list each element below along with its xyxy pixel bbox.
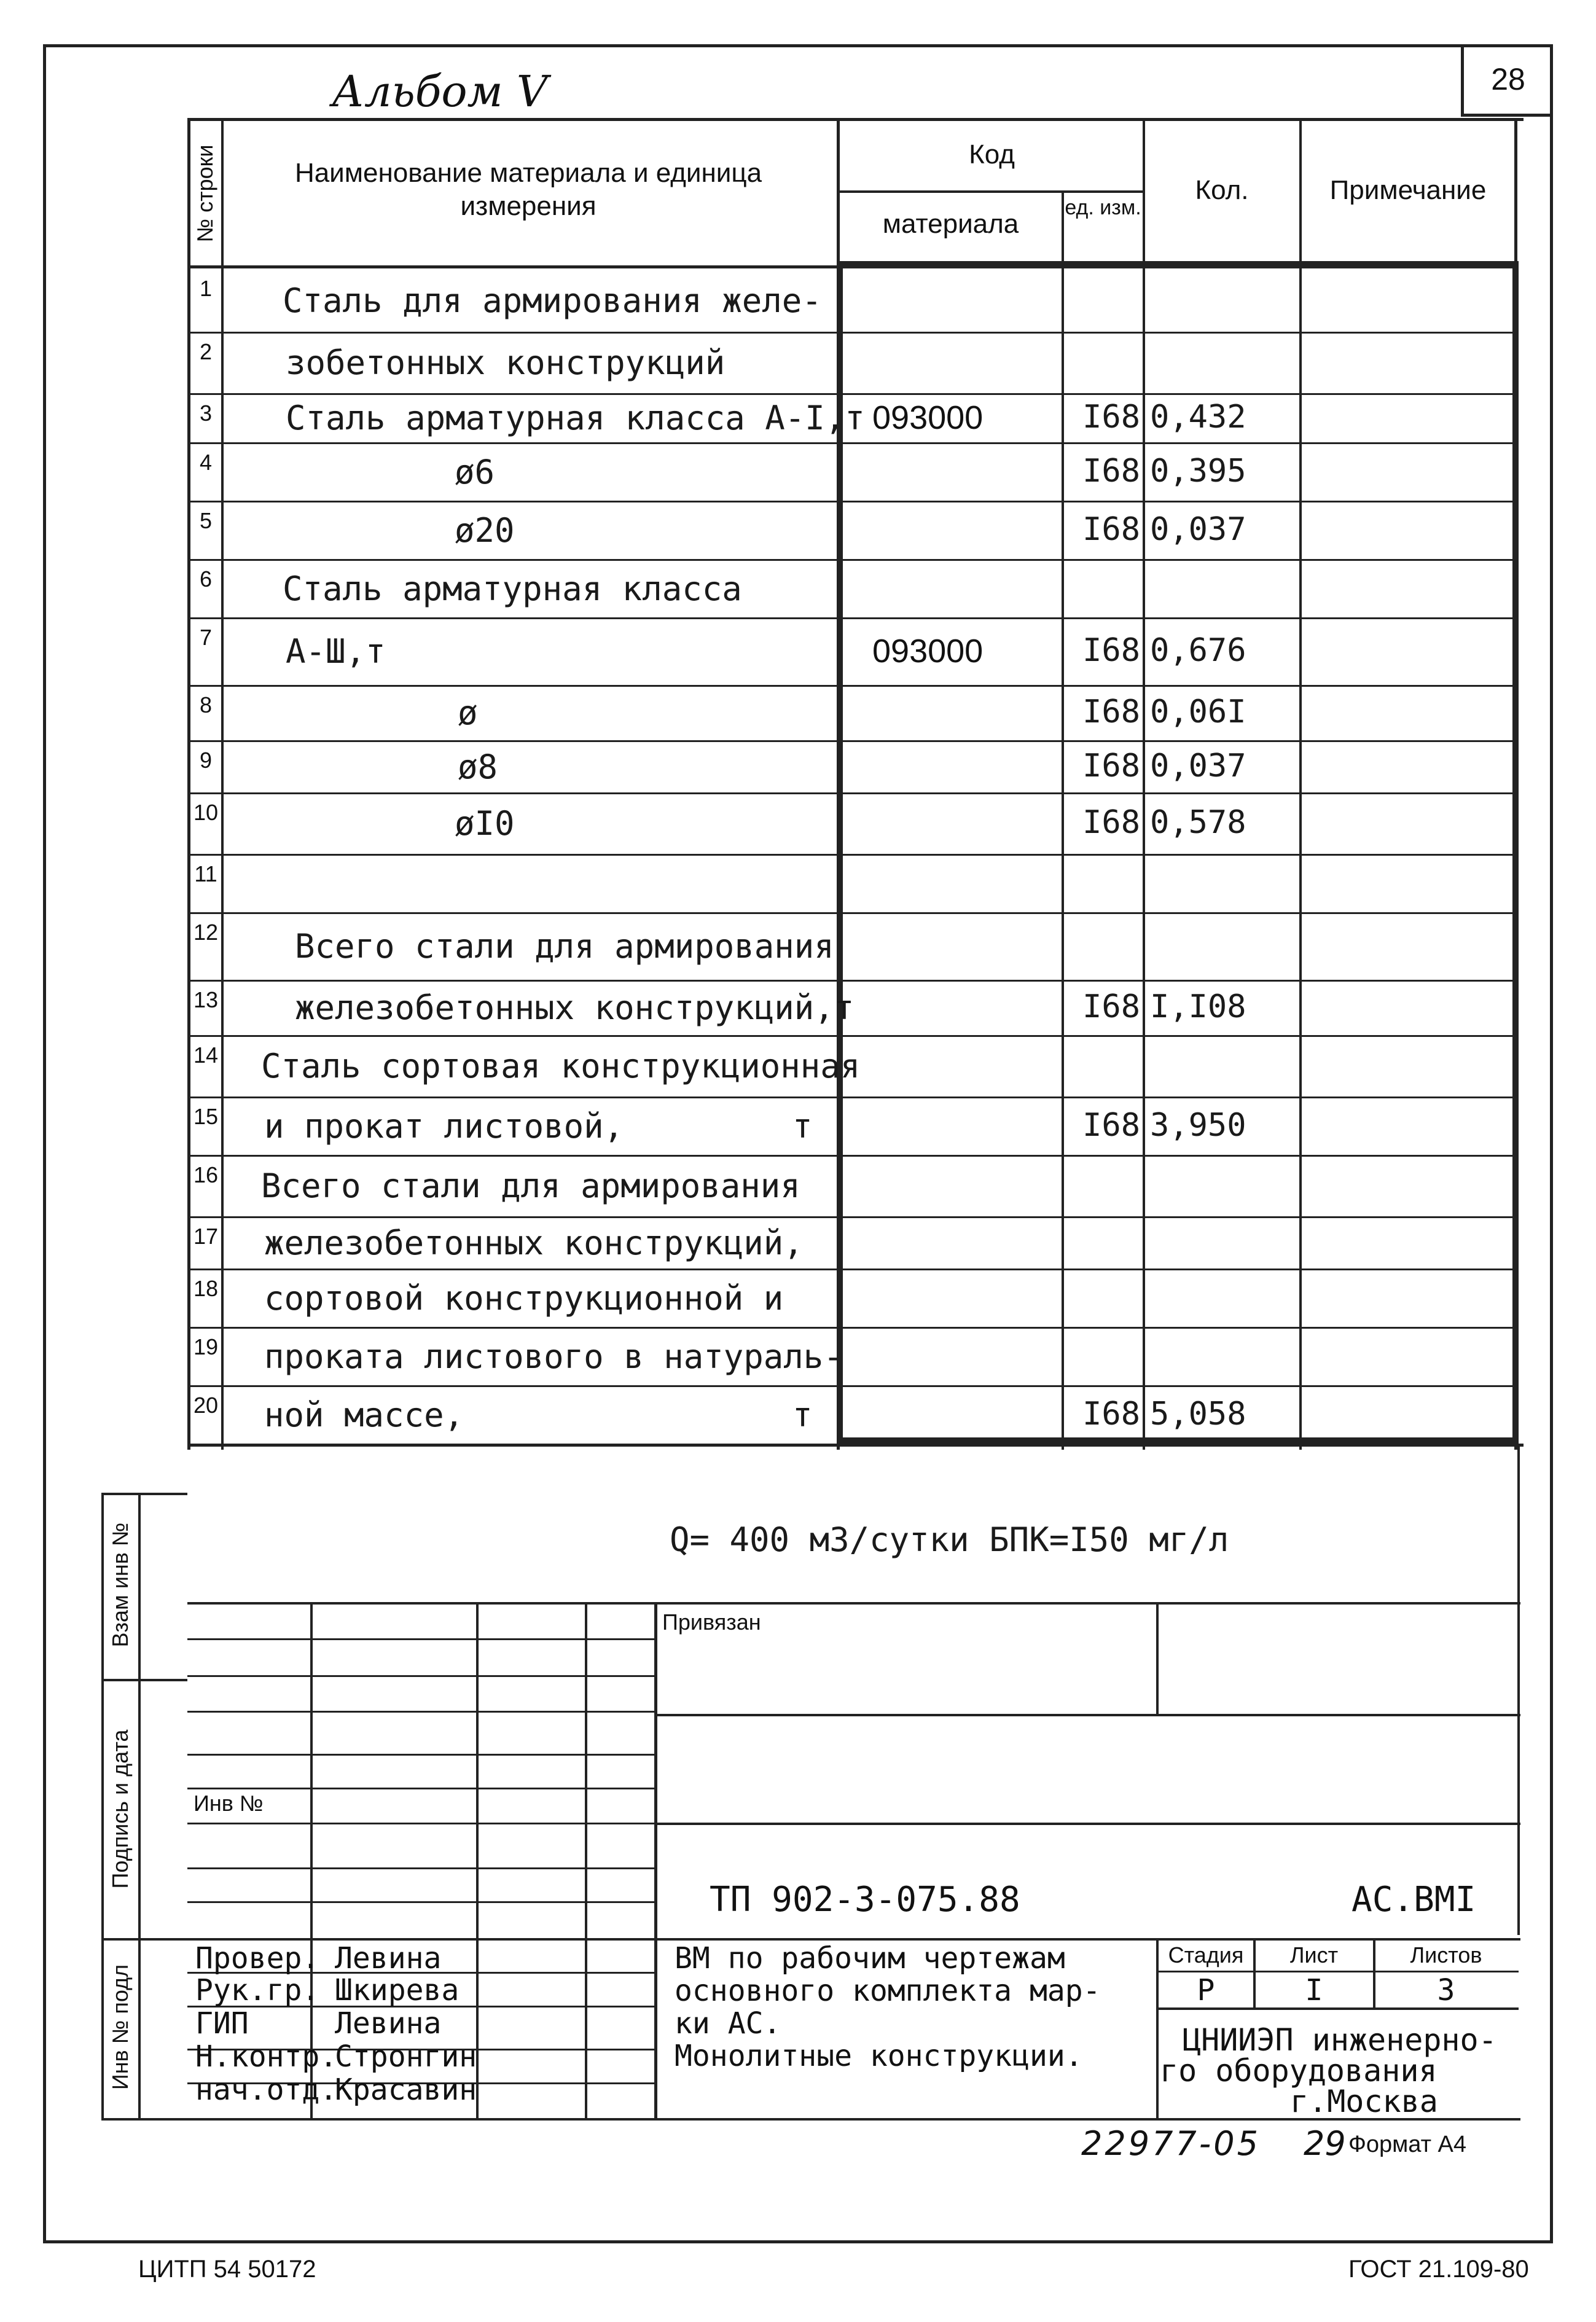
stamp-mid-line	[138, 1493, 141, 2119]
row-name: Сталь арматурная класса А-I,т	[286, 399, 865, 437]
tb-col3	[585, 1605, 587, 2118]
row-quantity: 0,432	[1150, 399, 1246, 436]
row-number: 15	[193, 1104, 219, 1129]
tb-col1	[310, 1605, 313, 1823]
row-line	[187, 1327, 1517, 1329]
tb-stage-header	[1156, 1971, 1519, 1972]
row-name-unit: т	[792, 1395, 813, 1434]
row-quantity: 0,037	[1150, 747, 1246, 784]
row-quantity: 0,06I	[1150, 694, 1246, 730]
capacity-note: Q= 400 м3/сутки БПК=I50 мг/л	[670, 1520, 1229, 1559]
capacity-right-line	[1517, 1444, 1520, 1935]
row-name: зобетонных конструкций	[286, 343, 726, 382]
row-number: 11	[194, 861, 217, 886]
row-line	[187, 980, 1517, 982]
row-number: 13	[193, 987, 219, 1012]
org-line-2: го оборудования	[1160, 2053, 1438, 2089]
row-number: 19	[193, 1334, 219, 1359]
tb-left-row	[187, 1754, 654, 1756]
tb-code-bottom	[654, 1938, 1520, 1941]
row-number: 17	[193, 1224, 219, 1249]
row-name: Всего стали для армирования	[261, 1167, 800, 1205]
table-left-line	[187, 118, 190, 1450]
footer-left: ЦИТП 54 50172	[138, 2256, 316, 2283]
header-row-no: № строки	[192, 144, 217, 243]
row-unit-code: I68	[1082, 804, 1140, 841]
tb-privyazan-right	[1156, 1605, 1159, 1715]
sheet-number: 28	[1491, 62, 1525, 96]
sheet-value: I	[1305, 1973, 1323, 2007]
header-qty: Кол.	[1195, 175, 1249, 205]
header-code-unit: ед. изм.	[1065, 196, 1141, 219]
row-line	[187, 1096, 1517, 1098]
tb-left-row	[187, 1675, 654, 1677]
row-line	[187, 617, 1517, 619]
row-quantity: 0,395	[1150, 452, 1246, 490]
row-name: сортовой конструкционной и	[264, 1278, 784, 1318]
row-unit-code: I68	[1082, 452, 1140, 490]
row-number: 12	[193, 920, 219, 945]
row-name: Сталь арматурная класса	[283, 569, 742, 608]
row-line	[187, 854, 1517, 856]
side-label-inv-podl: Инв № подл	[108, 1964, 133, 2090]
side-label-podpis: Подпись и дата	[108, 1729, 133, 1889]
doc-mark: АС.ВМI	[1352, 1880, 1476, 1920]
signature-person: Красавин	[335, 2073, 477, 2107]
row-name: Всего стали для армирования	[295, 927, 834, 966]
tb-left-row	[187, 1788, 654, 1789]
row-line	[187, 559, 1517, 561]
row-line	[187, 685, 1517, 687]
inv-no-label: Инв №	[194, 1791, 264, 1816]
row-unit-code: I68	[1082, 399, 1140, 436]
header-code-group: Код	[969, 139, 1015, 170]
tb-stage-bottom	[1156, 2007, 1519, 2010]
row-line	[187, 1385, 1517, 1387]
header-code-material: материала	[882, 209, 1019, 239]
row-line	[187, 912, 1517, 914]
row-name: ной массе,	[264, 1395, 464, 1434]
tb-left-row	[187, 1938, 654, 1941]
signature-role: ГИП	[195, 2006, 249, 2041]
table-bottom-line	[187, 1444, 1524, 1447]
row-number: 1	[199, 276, 213, 301]
row-name: проката листового в натураль-	[264, 1337, 843, 1376]
row-line	[187, 740, 1517, 742]
row-quantity: I,I08	[1150, 988, 1246, 1025]
row-number: 4	[199, 450, 213, 475]
desc-line-4: Монолитные конструкции.	[675, 2039, 1083, 2073]
row-line	[187, 501, 1517, 502]
signature-role: Рук.гр.	[195, 1973, 320, 2007]
signature-role: Провер.	[195, 1941, 320, 1976]
row-name: железобетонных конструкций,	[264, 1223, 804, 1262]
row-line	[187, 1268, 1517, 1270]
row-quantity: 5,058	[1150, 1395, 1246, 1433]
row-quantity: 0,578	[1150, 804, 1246, 841]
row-number: 18	[193, 1276, 219, 1301]
capacity-bottom-line	[187, 1602, 1520, 1605]
desc-line-3: ки АС.	[675, 2006, 781, 2041]
stamp-left-line	[101, 1493, 104, 2119]
rownum-divider	[221, 118, 224, 1450]
row-number: 10	[193, 800, 219, 825]
row-name: Сталь сортовая конструкционная	[261, 1047, 861, 1085]
row-number: 16	[193, 1162, 219, 1187]
row-quantity: 3,950	[1150, 1106, 1246, 1144]
tb-desc-right	[1156, 1938, 1159, 2119]
row-name: Сталь для армирования желе-	[283, 281, 822, 320]
row-unit-code: I68	[1082, 1395, 1140, 1433]
sheets-value: 3	[1437, 1973, 1455, 2007]
org-line-1: ЦНИИЭП инженерно-	[1183, 2022, 1497, 2058]
signature-person: Левина	[335, 2006, 442, 2041]
row-material-code: 093000	[872, 633, 984, 670]
header-note: Примечание	[1329, 175, 1487, 205]
tb-left-row	[187, 1638, 654, 1640]
archive-number: 22977-05	[1081, 2124, 1261, 2163]
tb-left-row	[187, 1711, 654, 1713]
row-name: øI0	[455, 804, 515, 843]
row-quantity: 0,037	[1150, 510, 1246, 548]
row-name: железобетонных конструкций,т	[295, 988, 855, 1027]
tb-privyazan-bottom	[654, 1714, 1520, 1716]
row-number: 3	[199, 401, 213, 426]
row-name: ø6	[455, 452, 495, 491]
desc-line-1: ВМ по рабочим чертежам	[675, 1941, 1065, 1976]
row-name: ø	[458, 694, 478, 732]
signature-role: нач.отд.	[195, 2073, 338, 2107]
row-number: 5	[199, 508, 213, 533]
row-line	[187, 792, 1517, 794]
row-name-unit: т	[792, 1106, 813, 1146]
row-quantity: 0,676	[1150, 632, 1246, 669]
row-number: 8	[199, 692, 213, 717]
code-header-line	[837, 190, 1144, 193]
row-name: А-Ш,т	[286, 632, 386, 671]
row-line	[187, 393, 1517, 395]
row-name: ø20	[455, 510, 515, 550]
archive-sheet: 29	[1304, 2124, 1346, 2163]
stage-value: Р	[1197, 1973, 1215, 2007]
row-name: и прокат листовой,	[264, 1106, 624, 1146]
stamp-div2	[101, 1938, 187, 1941]
row-number: 20	[193, 1393, 219, 1418]
sheet-label: Лист	[1289, 1942, 1339, 1968]
header-name: Наименование материала и единица измерения	[294, 158, 762, 221]
row-number: 9	[199, 748, 213, 773]
row-line	[187, 1035, 1517, 1037]
sheets-label: Листов	[1410, 1942, 1482, 1968]
signature-person: Стронгин	[335, 2039, 477, 2074]
row-material-code: 093000	[872, 399, 984, 436]
row-name: ø8	[458, 747, 498, 786]
tb-col4	[654, 1605, 657, 2118]
table-top-line	[187, 118, 1524, 121]
doc-code: ТП 902-3-075.88	[710, 1880, 1020, 1920]
tb-left-row	[187, 1901, 654, 1903]
row-unit-code: I68	[1082, 988, 1140, 1025]
stamp-top-line	[101, 1493, 187, 1495]
row-line	[187, 332, 1517, 334]
row-number: 7	[199, 625, 213, 650]
row-number: 2	[199, 339, 213, 364]
tb-left-row	[187, 1867, 654, 1869]
tb-mid-line	[654, 1823, 1520, 1825]
tb-left-row	[187, 1823, 654, 1824]
album-title: Альбом V	[332, 66, 548, 117]
row-unit-code: I68	[1082, 632, 1140, 669]
row-line	[187, 1216, 1517, 1218]
signature-person: Шкирева	[335, 1973, 460, 2007]
stage-label: Стадия	[1168, 1942, 1244, 1968]
data-thick-border	[837, 261, 1519, 1444]
signature-role: Н.контр.	[195, 2039, 338, 2074]
format-label: Формат А4	[1348, 2132, 1467, 2157]
row-line	[187, 442, 1517, 444]
desc-line-2: основного комплекта мар-	[675, 1974, 1101, 2008]
side-label-vzam: Взам инв №	[108, 1522, 133, 1648]
row-unit-code: I68	[1082, 747, 1140, 784]
privyazan-label: Привязан	[662, 1609, 761, 1635]
row-number: 14	[193, 1042, 219, 1068]
row-unit-code: I68	[1082, 694, 1140, 730]
footer-right: ГОСТ 21.109-80	[1348, 2256, 1529, 2283]
row-unit-code: I68	[1082, 510, 1140, 548]
row-unit-code: I68	[1082, 1106, 1140, 1144]
row-number: 6	[199, 566, 213, 592]
stamp-div1	[101, 1679, 187, 1681]
signature-person: Левина	[335, 1941, 442, 1976]
org-line-3: г.Москва	[1290, 2084, 1438, 2119]
row-line	[187, 1155, 1517, 1157]
